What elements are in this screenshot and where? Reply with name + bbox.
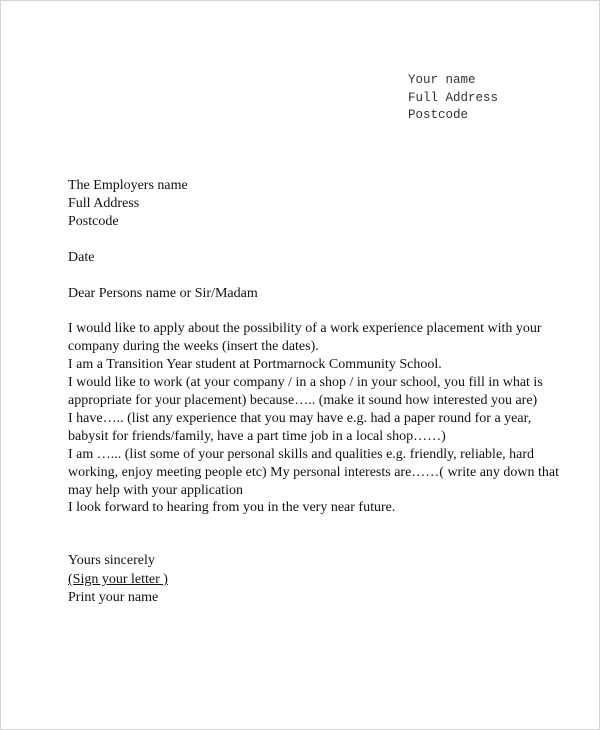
body-line: I would like to work (at your company / in a shop / in your school, you fill in what is [68, 375, 543, 390]
body-line: may help with your application [68, 483, 243, 498]
body-line: company during the weeks (insert the dates). [68, 339, 319, 354]
body-line: babysit for friends/family, have a part time job in a local shop……) [68, 429, 446, 444]
body-line: I would like to apply about the possibility of a work experience placement with your [68, 321, 542, 336]
body-line: working, enjoy meeting people etc) My personal interests are……( write any down that [68, 465, 560, 480]
signature-placeholder: (Sign your letter ) [68, 572, 168, 587]
salutation: Dear Persons name or Sir/Madam [68, 286, 258, 301]
letter-date: Date [68, 250, 95, 265]
body-line: I look forward to hearing from you in the very near future. [68, 500, 396, 515]
sender-postcode: Postcode [408, 108, 469, 122]
valediction: Yours sincerely [68, 553, 155, 568]
body-line: I have….. (list any experience that you may have e.g. had a paper round for a year, [68, 411, 532, 426]
body-line: appropriate for your placement) because….. (make it sound how interested you are) [68, 393, 538, 408]
sender-address: Full Address [408, 91, 499, 105]
recipient-address: Full Address [68, 196, 140, 211]
printed-name: Print your name [68, 590, 159, 605]
recipient-postcode: Postcode [68, 214, 119, 229]
sender-name: Your name [408, 73, 476, 87]
body-line: I am …... (list some of your personal skills and qualities e.g. friendly, reliable, hard [68, 447, 535, 462]
body-line: I am a Transition Year student at Portmarnock Community School. [68, 357, 442, 372]
recipient-name: The Employers name [68, 178, 188, 193]
